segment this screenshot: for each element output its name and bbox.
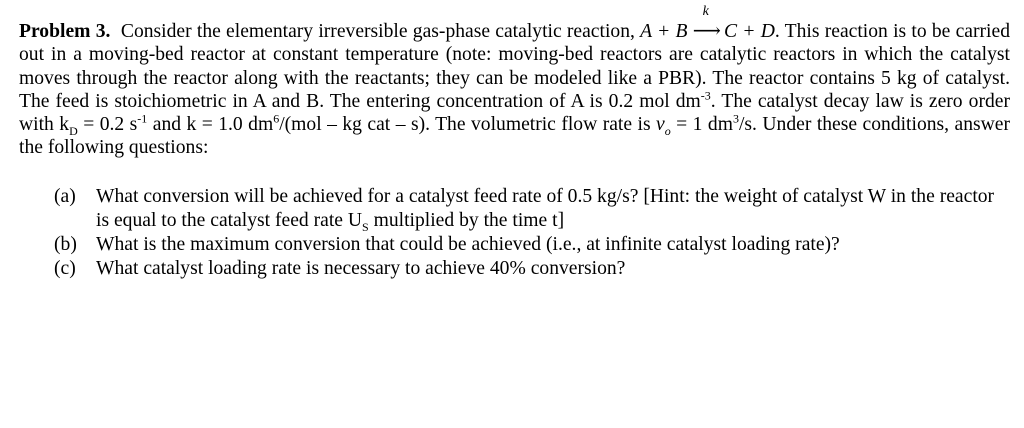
question-a-text-end: multiplied by the time t] bbox=[368, 209, 565, 231]
statement-text-2: . The catalyst decay law is zero order with k bbox=[19, 90, 1010, 136]
flow-rate-symbol: v bbox=[656, 114, 665, 136]
question-b-text: What is the maximum conversion that could be achieved (i.e., at infinite catalyst loading rate)? bbox=[96, 233, 840, 255]
question-a-text-main: What conversion will be achieved for a catalyst feed rate of 0.5 kg/s? [Hint: the weight of catalyst W in the reactor is equal to the catalyst feed rate U bbox=[96, 185, 995, 231]
kd-subscript: D bbox=[69, 124, 78, 139]
statement-text-4: and k = 1.0 dm bbox=[147, 114, 274, 136]
statement-text-1: . This reaction is to be carried out in a moving-bed reactor at constant temperature (note: moving-bed reactors are catalytic reactors in which the catalyst moves through the reactor along with the reactants; they can be modeled like a PBR). The reactor contains 5 kg of catalyst. The feed is stoichiometric in A and B. The entering concentration of A is 0.2 mol dm bbox=[19, 21, 1010, 112]
statement-text-5: /(mol – kg cat – s). The volumetric flow rate is bbox=[279, 114, 657, 136]
question-c-label: (c) bbox=[54, 257, 76, 279]
rate-constant-label: k bbox=[702, 4, 709, 19]
question-a-label: (a) bbox=[54, 185, 76, 207]
question-c bbox=[19, 257, 1010, 281]
question-b bbox=[19, 233, 1010, 257]
question-a-text bbox=[96, 185, 1010, 233]
statement-text-6: = 1 dm bbox=[670, 114, 733, 136]
problem-intro: Consider the elementary irreversible gas-phase catalytic reaction, bbox=[120, 21, 635, 42]
problem-heading: Problem 3. bbox=[19, 21, 111, 42]
question-list bbox=[19, 185, 1010, 281]
flow-exponent: 3 bbox=[732, 111, 739, 126]
question-b-label: (b) bbox=[54, 233, 77, 255]
problem-statement bbox=[19, 4, 1011, 160]
kd-exponent: -1 bbox=[137, 111, 148, 126]
reaction-arrow: ⟶ bbox=[692, 21, 721, 42]
flow-rate-subscript: o bbox=[664, 124, 671, 139]
reaction-products: C + D bbox=[723, 21, 775, 42]
statement-text-7: /s. Under these conditions, answer the following questions: bbox=[19, 114, 1011, 159]
feed-rate-subscript: S bbox=[362, 219, 369, 234]
statement-text-3: = 0.2 s bbox=[77, 114, 138, 136]
problem-document bbox=[19, 4, 1011, 281]
k-exponent: 6 bbox=[273, 111, 280, 126]
question-a bbox=[19, 185, 1010, 233]
concentration-exponent: -3 bbox=[700, 88, 711, 103]
reaction-reactants: A + B bbox=[640, 21, 688, 42]
reaction-arrow-group bbox=[692, 4, 721, 43]
question-c-text: What catalyst loading rate is necessary to achieve 40% conversion? bbox=[96, 257, 626, 279]
